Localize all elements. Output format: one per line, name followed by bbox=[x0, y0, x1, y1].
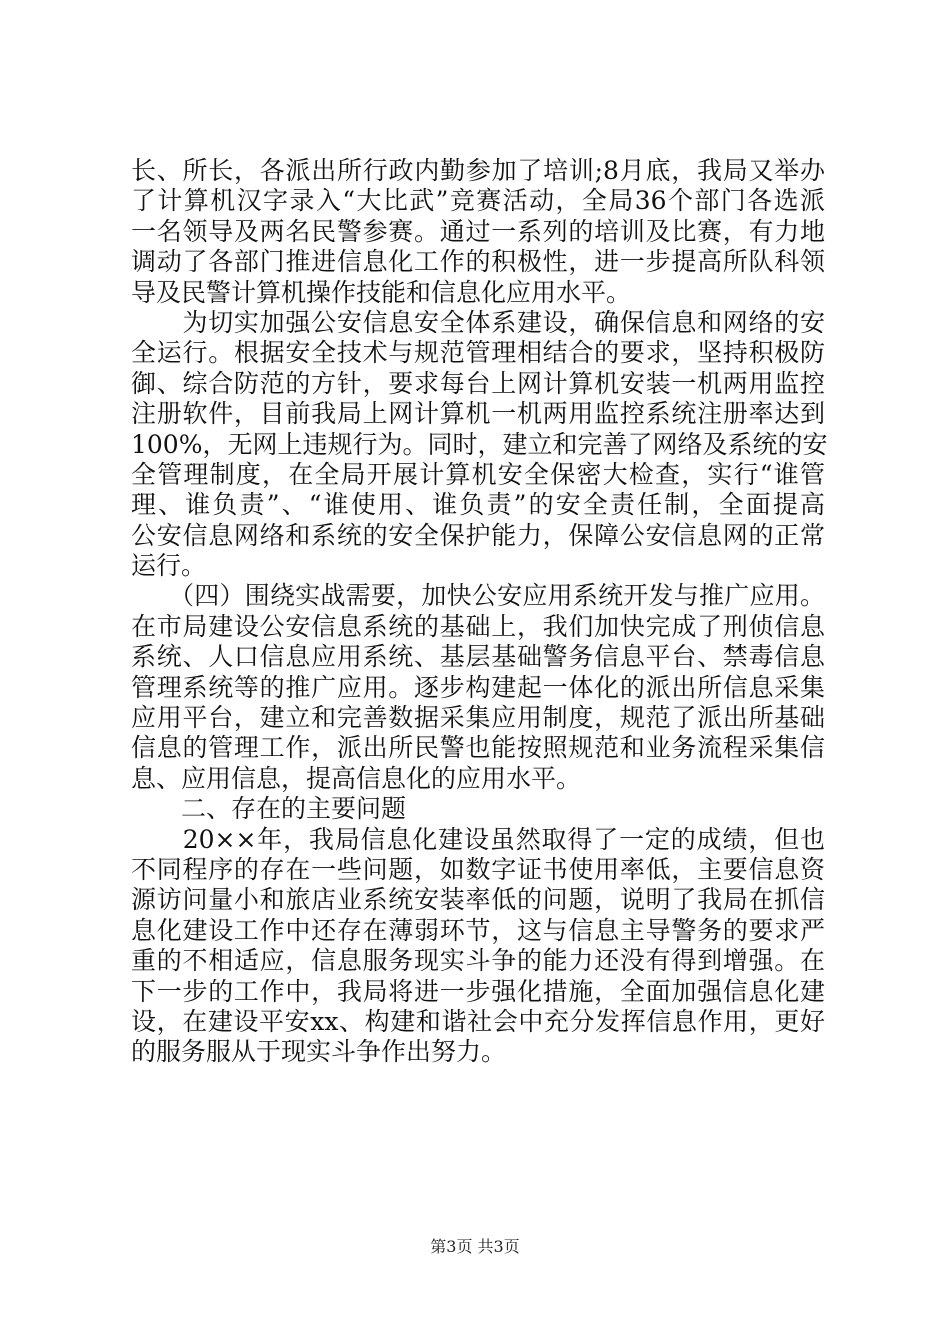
text-line: 长、所长，各派出所行政内勤参加了培训;8月底，我局又举办 bbox=[131, 156, 825, 185]
text-line: 调动了各部门推进信息化工作的积极性，进一步提高所队科领 bbox=[131, 247, 825, 277]
text-line: 全运行。根据安全技术与规范管理相结合的要求，坚持积极防 bbox=[131, 338, 825, 368]
page-number-label: 第3页 共3页 bbox=[430, 1237, 520, 1256]
text-line: 了计算机汉字录入“大比武”竞赛活动，全局36个部门各选派 bbox=[131, 186, 825, 216]
text-line: 导及民警计算机操作技能和信息化应用水平。 bbox=[131, 277, 632, 307]
text-line: 全管理制度，在全局开展计算机安全保密大检查，实行“谁管 bbox=[131, 459, 825, 489]
text-line: 注册软件，目前我局上网计算机一机两用监控系统注册率达到 bbox=[131, 399, 825, 429]
text-line: 为切实加强公安信息安全体系建设，确保信息和网络的安 bbox=[131, 307, 825, 337]
text-line: 在市局建设公安信息系统的基础上，我们加快完成了刑侦信息 bbox=[131, 611, 825, 641]
text-line: 不同程序的存在一些问题，如数字证书使用率低，主要信息资 bbox=[131, 854, 825, 884]
text-line: 源访问量小和旅店业系统安装率低的问题，说明了我局在抓信 bbox=[131, 885, 825, 915]
text-line: 息、应用信息，提高信息化的应用水平。 bbox=[131, 763, 582, 793]
text-line: 100%，无网上违规行为。同时，建立和完善了网络及系统的安 bbox=[131, 429, 828, 459]
text-line: 一名领导及两名民警参赛。通过一系列的培训及比赛，有力地 bbox=[131, 216, 825, 246]
text-line: 系统、人口信息应用系统、基层基础警务信息平台、禁毒信息 bbox=[131, 642, 825, 672]
section-heading: 二、存在的主要问题 bbox=[131, 794, 407, 824]
text-line: 重的不相适应，信息服务现实斗争的能力还没有得到增强。在 bbox=[131, 946, 825, 976]
text-line: 下一步的工作中，我局将进一步强化措施，全面加强信息化建 bbox=[131, 976, 825, 1006]
text-line: 的服务服从于现实斗争作出努力。 bbox=[131, 1037, 507, 1067]
text-line: 信息的管理工作，派出所民警也能按照规范和业务流程采集信 bbox=[131, 733, 825, 763]
text-line: 设，在建设平安xx、构建和谐社会中充分发挥信息作用，更好 bbox=[131, 1006, 825, 1036]
text-line: 20××年，我局信息化建设虽然取得了一定的成绩，但也 bbox=[131, 824, 825, 854]
text-line: 应用平台，建立和完善数据采集应用制度，规范了派出所基础 bbox=[131, 703, 825, 733]
text-line: 理、谁负责”、“谁使用、谁负责”的安全责任制，全面提高 bbox=[131, 490, 825, 520]
text-line: 管理系统等的推广应用。逐步构建起一体化的派出所信息采集 bbox=[131, 672, 825, 702]
text-line: 御、综合防范的方针，要求每台上网计算机安装一机两用监控 bbox=[131, 368, 825, 398]
text-line: 息化建设工作中还存在薄弱环节，这与信息主导警务的要求严 bbox=[131, 915, 825, 945]
text-line: 公安信息网络和系统的安全保护能力，保障公安信息网的正常 bbox=[131, 520, 825, 550]
text-line: （四）围绕实战需要，加快公安应用系统开发与推广应用。 bbox=[131, 581, 825, 611]
text-line: 运行。 bbox=[131, 551, 207, 581]
document-body bbox=[131, 156, 828, 1068]
page-footer bbox=[0, 1237, 950, 1257]
